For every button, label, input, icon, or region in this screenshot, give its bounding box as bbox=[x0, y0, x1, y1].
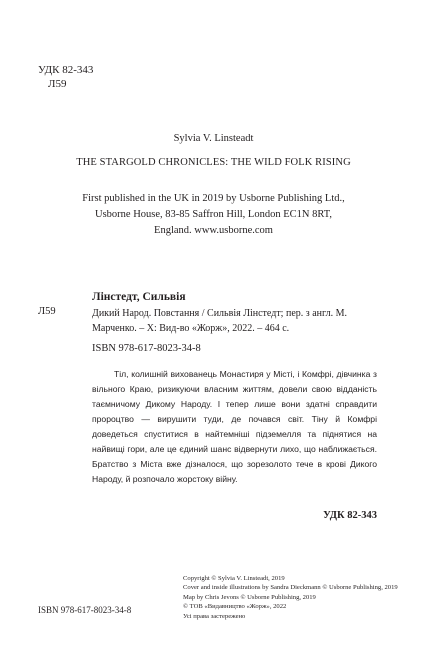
copyright-line: © ТОВ «Видавництво «Жорж», 2022 bbox=[183, 603, 287, 611]
bottom-isbn: ISBN 978-617-8023-34-8 bbox=[38, 605, 132, 615]
publication-line: Usborne House, 83-85 Saffron Hill, London EC1N 8RT, bbox=[95, 209, 332, 220]
original-series-title: THE STARGOLD CHRONICLES: THE WILD FOLK RISING bbox=[76, 157, 351, 168]
catalog-description: Дикий Народ. Повстання / Сильвія Лінстедт; пер. з англ. М. Марченко. – Х: Вид-во «Жорж», 2022. – 464 с. bbox=[92, 308, 347, 334]
catalog-heading: Лінстедт, Сильвія bbox=[92, 291, 186, 303]
author-mark-top: Л59 bbox=[48, 78, 67, 90]
copyright-line: Map by Chris Jevons © Usborne Publishing, 2019 bbox=[183, 593, 316, 601]
copyright-line: Усі права застережено bbox=[183, 612, 246, 620]
original-author: Sylvia V. Linsteadt bbox=[173, 133, 254, 144]
copyright-line: Cover and inside illustrations by Sandra Dieckmann © Usborne Publishing, 2019 bbox=[183, 584, 398, 592]
publication-line: First published in the UK in 2019 by Usborne Publishing Ltd., bbox=[82, 193, 345, 204]
copyright-block bbox=[183, 574, 418, 621]
publication-info bbox=[0, 191, 427, 239]
copyright-line: Copyright © Sylvia V. Linsteadt, 2019 bbox=[183, 575, 285, 582]
catalog-isbn: ISBN 978-617-8023-34-8 bbox=[92, 343, 201, 354]
udk-code-top: УДК 82-343 bbox=[38, 64, 94, 76]
catalog-author-mark: Л59 bbox=[38, 306, 56, 317]
annotation: Тіл, колишній вихованець Монастиря у Місті, і Комфрі, дівчинка з вільного Краю, ризикуючи власним життям, довели свою відданість таємничому Дикому Народу. І тепер лише вони здатні справдити пророцтво — вирушити туди, де почався світ. Тіну й Комфрі доведеться спуститися в найтемніші підземелля та піднятися на найвищі гори, але це єдиний шанс відвернути лихо, що наближається. Братство з Міста вже дізналося, що зорезолото тече в крові Дикого Народу, й розпочало жорстоку війну. bbox=[92, 369, 377, 484]
catalog-udk: УДК 82-343 bbox=[323, 510, 377, 521]
publication-line: England. www.usborne.com bbox=[154, 225, 273, 236]
